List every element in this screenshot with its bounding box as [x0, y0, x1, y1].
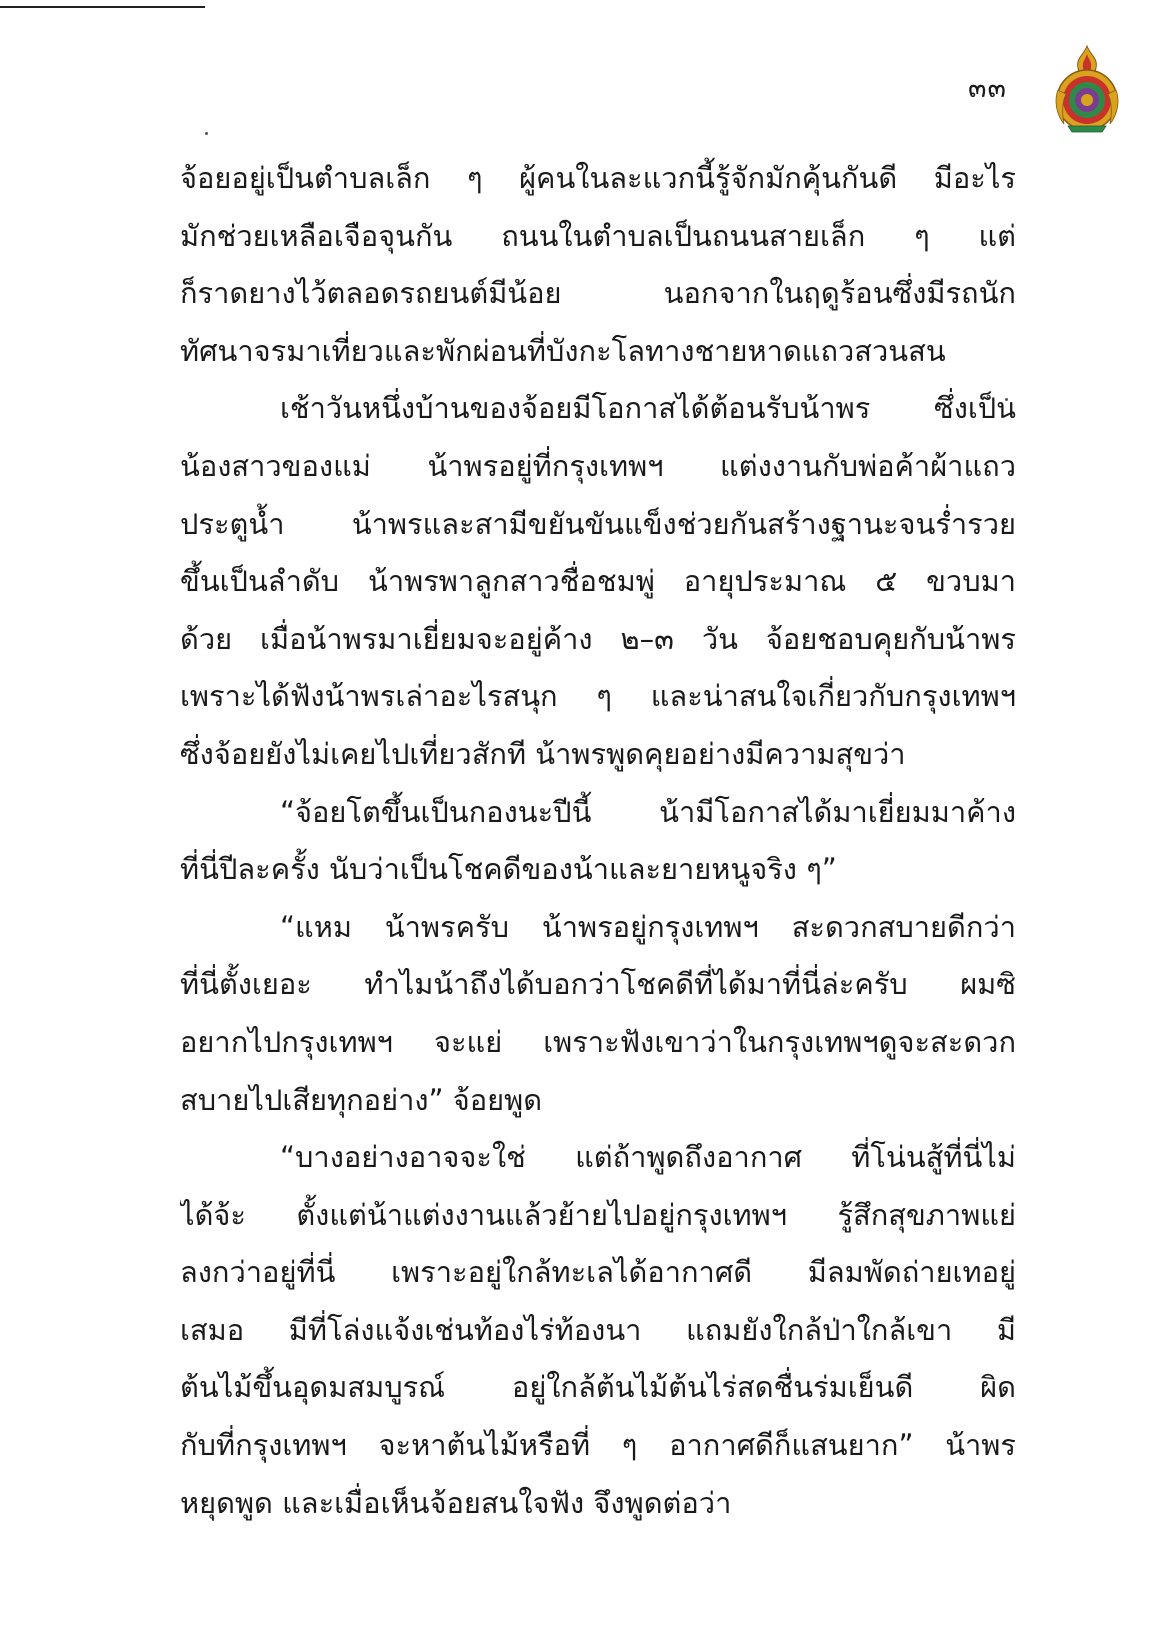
- body-line: ด้วย เมื่อน้าพรมาเยี่ยมจะอยู่ค้าง ๒–๓ วัน จ้อยชอบคุยกับน้าพร: [180, 621, 1016, 656]
- body-line: ได้จ้ะ ตั้งแต่น้าแต่งงานแล้วย้ายไปอยู่กรุงเทพฯ รู้สึกสุขภาพแย่: [180, 1197, 1016, 1232]
- page-number: ๓๓: [968, 73, 1007, 104]
- body-line: จ้อยอยู่เป็นตำบลเล็ก ๆ ผู้คนในละแวกนี้รู้จักมักคุ้นกันดี มีอะไร: [180, 161, 1016, 195]
- body-line: ขึ้นเป็นลำดับ น้าพรพาลูกสาวชื่อชมพู่ อายุประมาณ ๕ ขวบมา: [180, 564, 1016, 599]
- paragraph-first-line: “แหม น้าพรครับ น้าพรอยู่กรุงเทพฯ สะดวกสบายดีกว่า: [280, 909, 1016, 944]
- body-line: ลงกว่าอยู่ที่นี่ เพราะอยู่ใกล้ทะเลได้อากาศดี มีลมพัดถ่ายเทอยู่: [180, 1255, 1016, 1290]
- body-line: มักช่วยเหลือเจือจุนกัน ถนนในตำบลเป็นถนนสายเล็ก ๆ แต่: [180, 218, 1016, 253]
- body-line: เพราะได้ฟังน้าพรเล่าอะไรสนุก ๆ และน่าสนใจเกี่ยวกับกรุงเทพฯ: [180, 679, 1016, 714]
- body-line: ประตูน้ำ น้าพรและสามีขยันขันแข็งช่วยกันสร้างฐานะจนร่ำรวย: [180, 506, 1016, 541]
- royal-crest-emblem-icon: [1054, 44, 1120, 134]
- body-line: สบายไปเสียทุกอย่าง” จ้อยพูด: [180, 1082, 543, 1117]
- body-line: หยุดพูด และเมื่อเห็นจ้อยสนใจฟัง จึงพูดต่อว่า: [180, 1485, 732, 1520]
- body-line: กับที่กรุงเทพฯ จะหาต้นไม้หรือที่ ๆ อากาศดีก็แสนยาก” น้าพร: [180, 1428, 1016, 1463]
- body-line: ซึ่งจ้อยยังไม่เคยไปเที่ยวสักที น้าพรพูดคุยอย่างมีความสุขว่า: [180, 736, 906, 771]
- body-line: ต้นไม้ขึ้นอุดมสมบูรณ์ อยู่ใกล้ต้นไม้ต้นไร่สดชื่นร่มเย็นดี ผิด: [180, 1370, 1016, 1405]
- body-line: ทัศนาจรมาเที่ยวและพักผ่อนที่บังกะโลทางชายหาดแถวสวนสน: [180, 333, 946, 368]
- paragraph-first-line: เช้าวันหนึ่งบ้านของจ้อยมีโอกาสได้ต้อนรับน้าพร ซึ่งเป็น: [280, 391, 1016, 426]
- paragraph-first-line: “บางอย่างอาจจะใช่ แต่ถ้าพูดถึงอากาศ ที่โน่นสู้ที่นี่ไม่: [280, 1140, 1016, 1175]
- top-rule-line: [0, 6, 205, 8]
- body-line: อยากไปกรุงเทพฯ จะแย่ เพราะฟังเขาว่าในกรุงเทพฯดูจะสะดวก: [180, 1024, 1016, 1059]
- body-line: น้องสาวของแม่ น้าพรอยู่ที่กรุงเทพฯ แต่งงานกับพ่อค้าผ้าแถว: [180, 448, 1016, 483]
- body-line: ที่นี่ตั้งเยอะ ทำไมน้าถึงได้บอกว่าโชคดีที่ได้มาที่นี่ล่ะครับ ผมซิ: [180, 967, 1016, 1002]
- paragraph-first-line: “จ้อยโตขึ้นเป็นกองนะปีนี้ น้ามีโอกาสได้มาเยี่ยมมาค้าง: [280, 794, 1016, 829]
- body-line: ที่นี่ปีละครั้ง นับว่าเป็นโชคดีของน้าและยายหนูจริง ๆ”: [180, 852, 837, 887]
- body-line: เสมอ มีที่โล่งแจ้งเช่นท้องไร่ท้องนา แถมยังใกล้ป่าใกล้เขา มี: [180, 1312, 1016, 1347]
- body-text: [180, 150, 1016, 1532]
- scan-speck: [205, 132, 208, 135]
- body-line: ก็ราดยางไว้ตลอดรถยนต์มีน้อย นอกจากในฤดูร้อนซึ่งมีรถนัก: [180, 276, 1016, 311]
